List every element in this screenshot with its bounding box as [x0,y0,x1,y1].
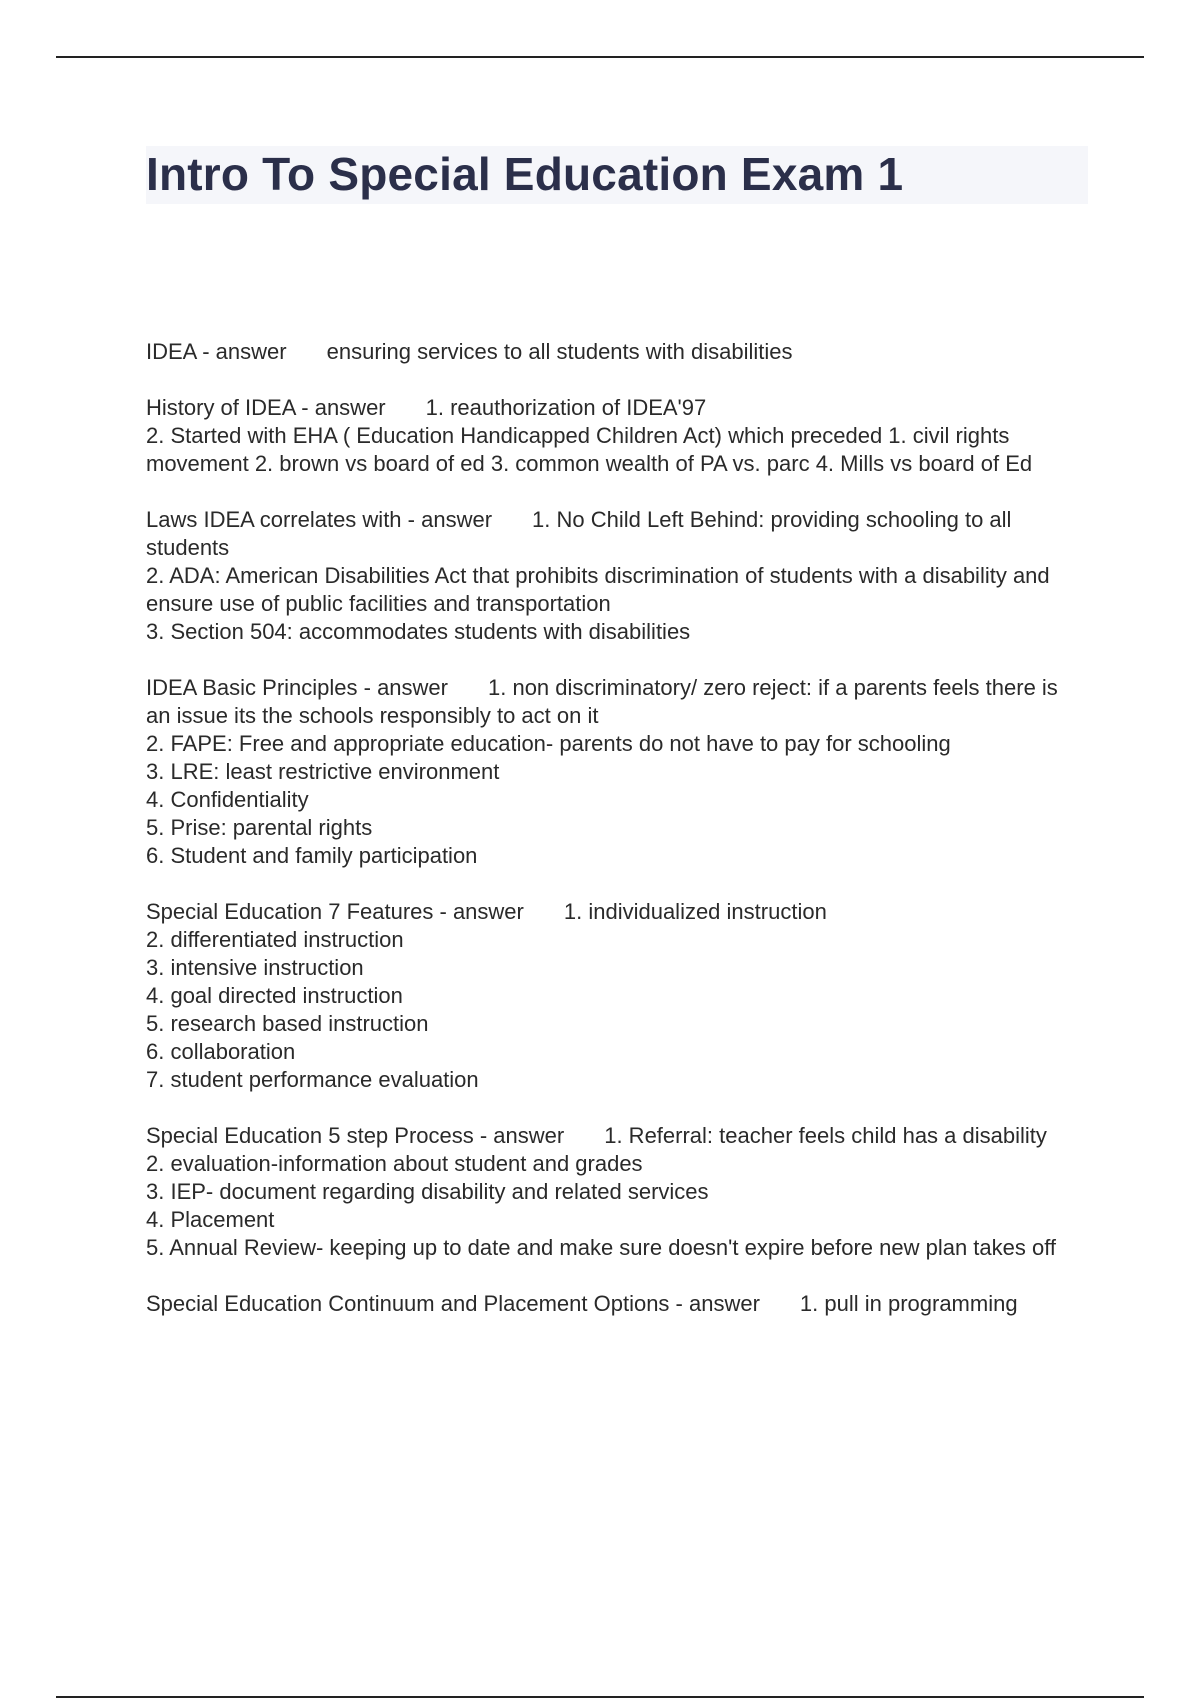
qa-answer-line: 3. IEP- document regarding disability and related services [146,1179,709,1204]
qa-answer-line: 3. Section 504: accommodates students with disabilities [146,619,691,644]
qa-entry [146,1122,1086,1262]
qa-entry [146,394,1086,478]
qa-term: Special Education Continuum and Placement Options - answer [146,1291,760,1316]
qa-answer-line: 2. differentiated instruction [146,927,404,952]
qa-answer-first: 1. pull in programming [799,1291,1018,1316]
qa-answer-line: 6. collaboration [146,1039,296,1064]
qa-term: IDEA Basic Principles - answer [146,675,448,700]
qa-term: IDEA - answer [146,339,287,364]
qa-answer-first: ensuring services to all students with disabilities [326,339,793,364]
qa-term: Laws IDEA correlates with - answer [146,507,493,532]
qa-answer-line: 6. Student and family participation [146,843,478,868]
qa-term: History of IDEA - answer [146,395,386,420]
qa-answer-line: 5. research based instruction [146,1011,429,1036]
qa-entry [146,898,1086,1094]
qa-answer-line: 3. intensive instruction [146,955,364,980]
top-rule [56,56,1144,58]
qa-answer-line: 3. LRE: least restrictive environment [146,759,500,784]
qa-answer-first: 1. No Child Left Behind: providing schooling to all students [146,507,1012,560]
qa-answer-line: 2. evaluation-information about student and grades [146,1151,643,1176]
qa-list [146,338,1086,1346]
qa-entry [146,1290,1086,1318]
qa-answer-line: 5. Annual Review- keeping up to date and make sure doesn't expire before new plan takes off [146,1235,1057,1260]
qa-answer-first: 1. Referral: teacher feels child has a disability [604,1123,1047,1148]
qa-entry [146,338,1086,366]
qa-answer-first: 1. non discriminatory/ zero reject: if a parents feels there is an issue its the schools responsibly to act on it [146,675,1058,728]
qa-answer-line: 2. FAPE: Free and appropriate education- parents do not have to pay for schooling [146,731,951,756]
qa-answer-first: 1. reauthorization of IDEA'97 [425,395,707,420]
qa-answer-line: 2. ADA: American Disabilities Act that prohibits discrimination of students with a disability and ensure use of public facilities and transportation [146,563,1050,616]
qa-entry [146,674,1086,870]
qa-answer-first: 1. individualized instruction [563,899,827,924]
qa-answer-line: 4. Confidentiality [146,787,309,812]
bottom-rule [56,1696,1144,1698]
page-title: Intro To Special Education Exam 1 [146,148,904,200]
qa-answer-line: 2. Started with EHA ( Education Handicapped Children Act) which preceded 1. civil rights movement 2. brown vs board of ed 3. common wealth of PA vs. parc 4. Mills vs board of Ed [146,423,1033,476]
qa-entry [146,506,1086,646]
qa-answer-line: 4. goal directed instruction [146,983,403,1008]
qa-term: Special Education 5 step Process - answer [146,1123,565,1148]
qa-answer-line: 4. Placement [146,1207,275,1232]
qa-term: Special Education 7 Features - answer [146,899,524,924]
qa-answer-line: 7. student performance evaluation [146,1067,479,1092]
qa-answer-line: 5. Prise: parental rights [146,815,373,840]
